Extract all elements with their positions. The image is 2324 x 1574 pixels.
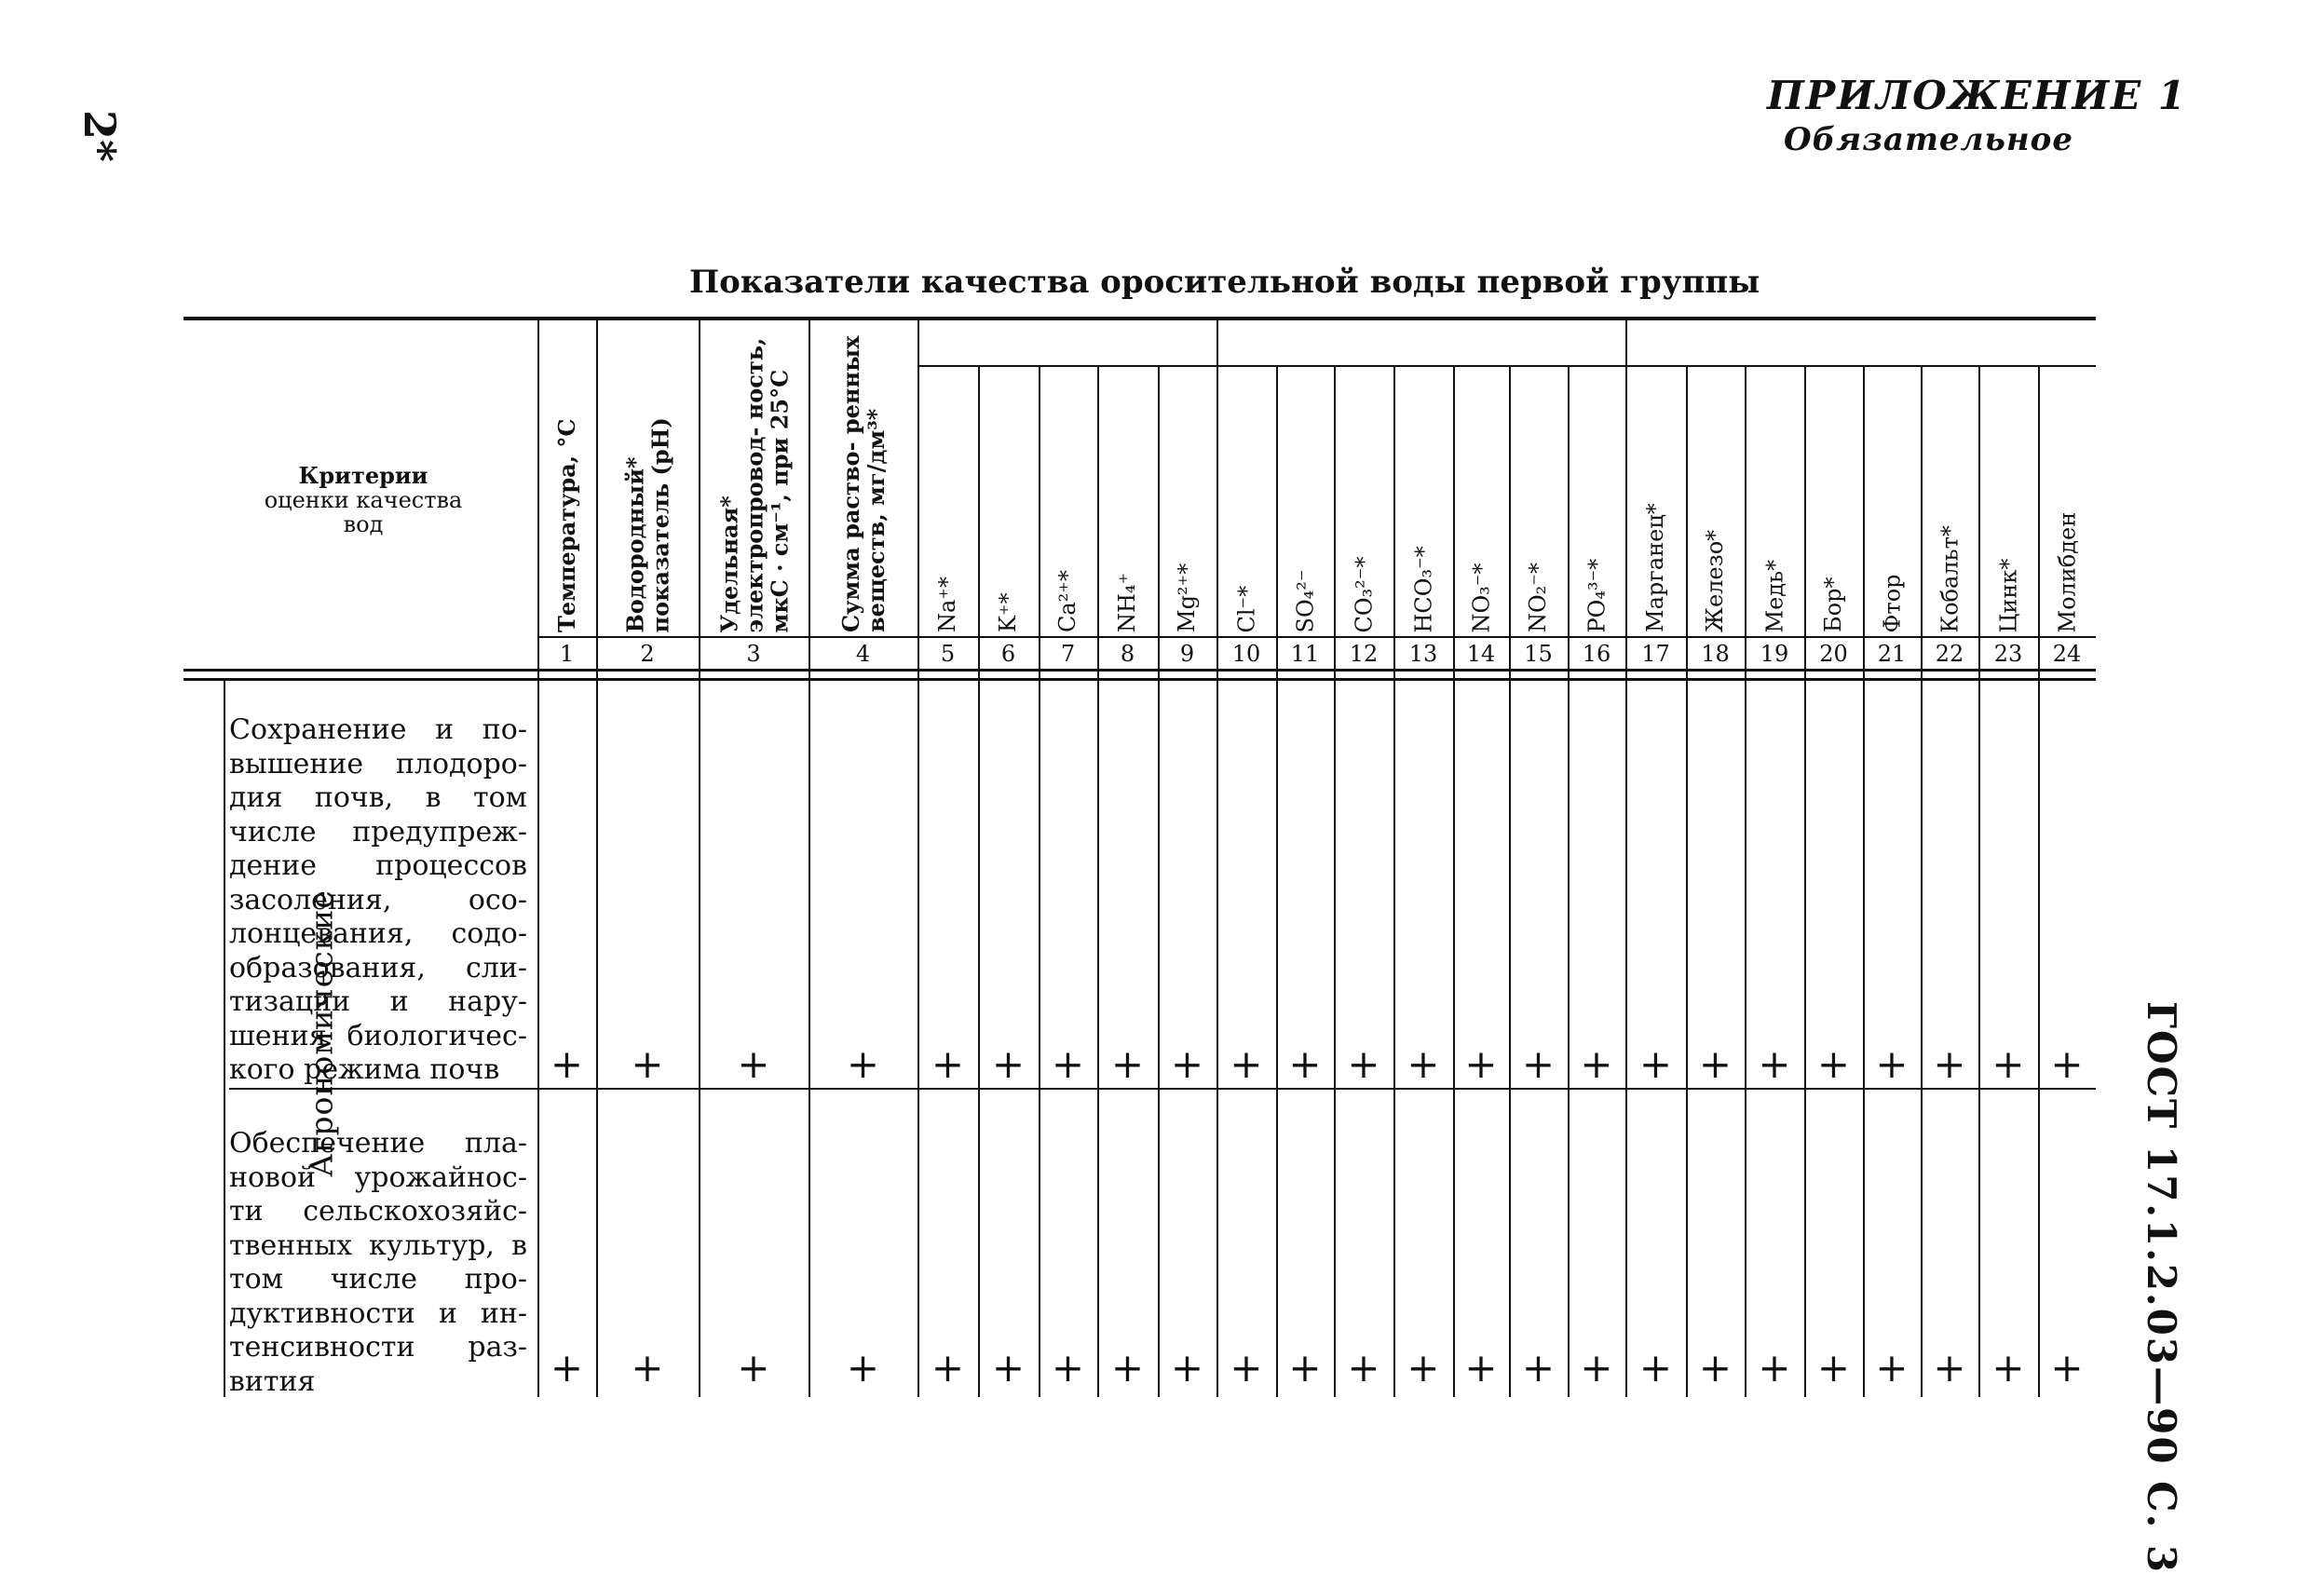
plus-mark: + [1110, 1041, 1145, 1087]
plus-mark: + [1698, 1345, 1733, 1391]
column-rule [1216, 317, 1218, 1397]
column-rule [1921, 365, 1923, 1397]
column-number-7: 7 [1060, 641, 1076, 667]
plus-mark: + [1875, 1041, 1909, 1087]
column-rule [1978, 365, 1980, 1397]
plus-mark: + [1407, 1345, 1440, 1391]
column-rule [809, 317, 810, 1397]
plus-mark: + [931, 1345, 965, 1391]
plus-mark: + [1521, 1345, 1556, 1391]
plus-mark: + [631, 1345, 664, 1391]
column-number-5: 5 [940, 641, 956, 667]
plus-mark: + [1991, 1041, 2025, 1087]
plus-mark: + [846, 1041, 880, 1087]
plus-mark: + [1230, 1345, 1263, 1391]
column-number-9: 9 [1179, 641, 1195, 667]
criteria-header-line2: оценки качества [264, 487, 463, 513]
group-header-rule [917, 365, 2096, 367]
plus-mark: + [550, 1345, 584, 1391]
plus-mark: + [1758, 1041, 1791, 1087]
column-rule [1745, 365, 1746, 1397]
criteria-header-line3: вод [343, 511, 384, 537]
column-number-13: 13 [1408, 641, 1438, 667]
column-number-3: 3 [746, 641, 761, 667]
plus-mark: + [1758, 1345, 1791, 1391]
column-number-21: 21 [1877, 641, 1907, 667]
column-header-7: Ca²⁺* [1054, 570, 1080, 632]
plus-mark: + [931, 1041, 965, 1087]
column-header-12: CO₃²⁻* [1350, 556, 1377, 632]
column-number-15: 15 [1524, 641, 1553, 667]
column-header-11: SO₄²⁻ [1291, 568, 1318, 632]
plus-mark: + [1110, 1345, 1145, 1391]
criterion-row-1: Сохранение и по- вышение плодоро- дия почв, в том числе предупреж- дение процессов засоления, осо- лонцевания, содо- образования, сли- тизации и нару- шения биологичес- кого режима почв [229, 713, 527, 1086]
appendix-title: ПРИЛОЖЕНИЕ 1 [1767, 73, 2188, 118]
column-rule [596, 317, 598, 1397]
plus-mark: + [1816, 1345, 1851, 1391]
column-rule [537, 317, 539, 1397]
column-number-19: 19 [1760, 641, 1789, 667]
column-rule [1097, 365, 1099, 1397]
column-number-14: 14 [1466, 641, 1496, 667]
column-rule [2038, 365, 2040, 1397]
column-rule [1804, 365, 1806, 1397]
plus-mark: + [1347, 1345, 1380, 1391]
criteria-header-line1: Критерии [298, 462, 428, 489]
column-header-24: Молибден [2053, 511, 2080, 632]
column-number-18: 18 [1701, 641, 1730, 667]
column-header-22: Кобальт* [1936, 524, 1963, 632]
column-header-15: NO₂⁻* [1525, 563, 1551, 632]
plus-mark: + [846, 1345, 880, 1391]
column-header-14: NO₃⁻* [1467, 563, 1494, 632]
plus-mark: + [1288, 1345, 1322, 1391]
plus-mark: + [1170, 1345, 1204, 1391]
column-number-24: 24 [2052, 641, 2082, 667]
column-rule [1453, 365, 1455, 1397]
plus-mark: + [1816, 1041, 1851, 1087]
plus-mark: + [991, 1041, 1026, 1087]
column-header-19: Медь* [1760, 559, 1787, 632]
column-header-10: Cl⁻* [1232, 585, 1259, 632]
column-number-6: 6 [1000, 641, 1016, 667]
column-number-11: 11 [1290, 641, 1320, 667]
column-header-4: Сумма раство- ренных веществ, мг/дм³* [836, 335, 890, 632]
plus-mark: + [1051, 1041, 1085, 1087]
table-title: Показатели качества оросительной воды первой группы [689, 264, 1760, 301]
column-rule [1158, 365, 1160, 1397]
column-rule [1686, 365, 1688, 1397]
column-header-21: Фтор [1878, 573, 1905, 632]
column-rule [1039, 365, 1040, 1397]
column-rule [1509, 365, 1511, 1397]
plus-mark: + [1580, 1345, 1613, 1391]
column-rule [699, 317, 700, 1397]
column-number-20: 20 [1819, 641, 1848, 667]
plus-mark: + [1230, 1041, 1263, 1087]
appendix-subtitle: Обязательное [1784, 121, 2073, 158]
column-rule [978, 365, 980, 1397]
plus-mark: + [1933, 1041, 1966, 1087]
column-rule [1568, 365, 1570, 1397]
column-rule [1393, 365, 1395, 1397]
plus-mark: + [737, 1345, 770, 1391]
plus-mark: + [1288, 1041, 1322, 1087]
side-label: Агрономические [303, 889, 340, 1177]
header-bottom-rule-2 [183, 678, 2096, 681]
column-number-16: 16 [1582, 641, 1611, 667]
column-header-18: Железо* [1702, 529, 1728, 632]
plus-mark: + [1170, 1041, 1204, 1087]
column-header-13: HCO₃⁻* [1409, 545, 1436, 632]
plus-mark: + [991, 1345, 1026, 1391]
plus-mark: + [1521, 1041, 1556, 1087]
page-mark: 2* [75, 110, 125, 163]
column-rule [1276, 365, 1278, 1397]
column-rule [1625, 317, 1627, 1397]
table-top-rule [183, 317, 2096, 320]
column-rule [917, 317, 919, 1397]
column-number-23: 23 [1993, 641, 2023, 667]
plus-mark: + [1407, 1041, 1440, 1087]
criteria-header [224, 464, 503, 536]
column-number-2: 2 [640, 641, 655, 667]
side-label-rule [224, 678, 225, 1397]
plus-mark: + [1933, 1345, 1966, 1391]
column-header-1: Температура, °С [553, 418, 580, 632]
header-bottom-rule [183, 669, 2096, 672]
plus-mark: + [1580, 1041, 1613, 1087]
row-divider [229, 1088, 2096, 1090]
plus-mark: + [1638, 1345, 1673, 1391]
criterion-row-2: Обеспечение пла- новой урожайнос- ти сельскохозяйс- твенных культур, в том числе про- дуктивности и ин- тенсивности раз- вития [229, 1127, 527, 1398]
column-number-10: 10 [1231, 641, 1261, 667]
plus-mark: + [737, 1041, 770, 1087]
plus-mark: + [631, 1041, 664, 1087]
column-rule [1334, 365, 1336, 1397]
column-number-22: 22 [1935, 641, 1964, 667]
plus-mark: + [1698, 1041, 1733, 1087]
plus-mark: + [1051, 1345, 1085, 1391]
column-header-2: Водородный* показатель (рН) [621, 416, 673, 632]
column-rule [1863, 365, 1865, 1397]
column-number-4: 4 [855, 641, 871, 667]
column-header-8: NH₄⁺ [1114, 572, 1140, 632]
column-number-8: 8 [1120, 641, 1135, 667]
plus-mark: + [1991, 1345, 2025, 1391]
plus-mark: + [1347, 1041, 1380, 1087]
column-header-5: Na⁺* [934, 577, 960, 632]
plus-mark: + [2050, 1345, 2084, 1391]
column-header-20: Бор* [1820, 577, 1846, 632]
plus-mark: + [1638, 1041, 1673, 1087]
column-header-3: Удельная* электропровод- ность, мкС · см⁻¹, при 25°С [714, 337, 793, 632]
column-header-9: Mg²⁺* [1174, 563, 1200, 632]
column-header-6: K⁺* [995, 592, 1021, 632]
column-header-16: PO₄³⁻* [1583, 558, 1610, 632]
column-header-17: Марганец* [1642, 503, 1668, 632]
standard-code: ГОСТ 17.1.2.03—90 С. 3 [2139, 1001, 2184, 1574]
plus-mark: + [1875, 1345, 1909, 1391]
column-number-1: 1 [559, 641, 575, 667]
column-header-23: Цинк* [1994, 558, 2021, 632]
plus-mark: + [1464, 1345, 1498, 1391]
column-number-17: 17 [1641, 641, 1670, 667]
column-number-12: 12 [1349, 641, 1379, 667]
plus-mark: + [2050, 1041, 2084, 1087]
plus-mark: + [1464, 1041, 1498, 1087]
plus-mark: + [550, 1041, 584, 1087]
